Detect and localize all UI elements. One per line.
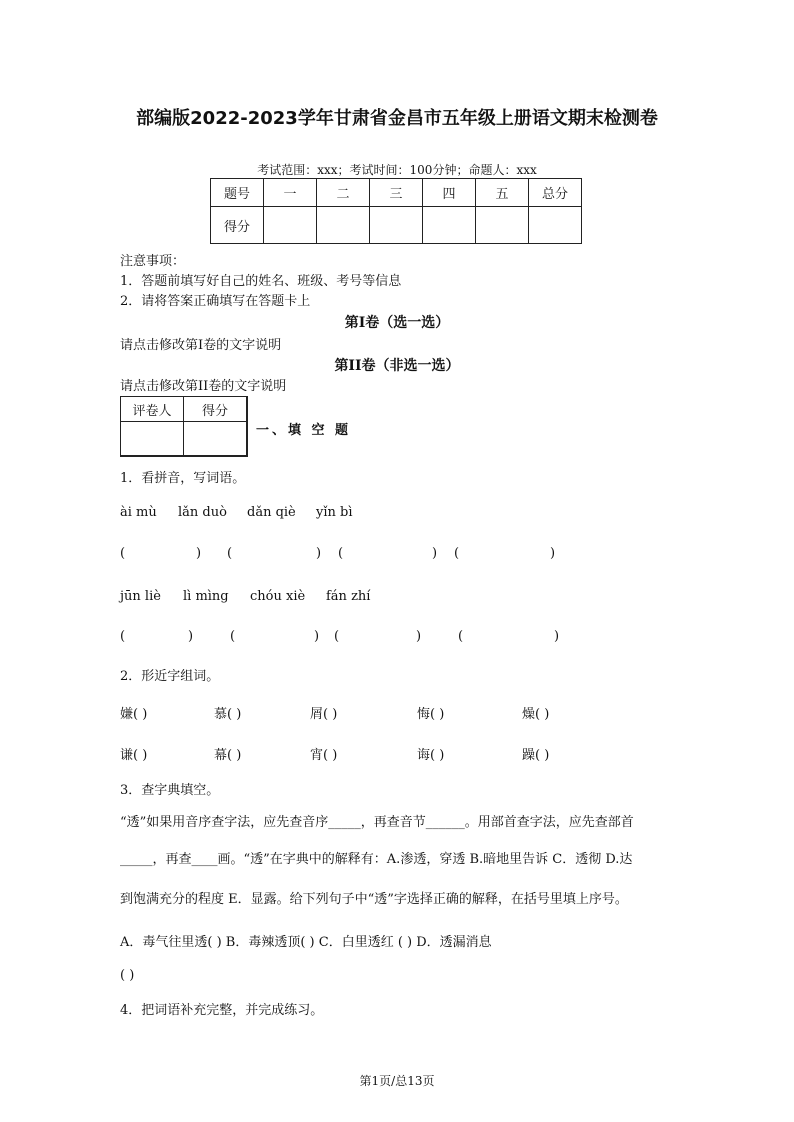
answer-blank: ) <box>554 629 560 644</box>
char-pair[interactable]: 嫌( ) <box>120 707 148 722</box>
answer-blank: ) <box>188 629 194 644</box>
score-header-cell: 题号 <box>211 179 264 207</box>
grader-header: 评卷人 <box>121 397 184 422</box>
grader-score-cell[interactable] <box>184 422 248 457</box>
char-pair[interactable]: 燥( ) <box>522 707 550 722</box>
pinyin: lì mìng <box>183 589 229 604</box>
score-cell[interactable] <box>476 207 529 244</box>
notes-heading: 注意事项： <box>120 254 186 269</box>
grader-score-header: 得分 <box>184 397 248 422</box>
part1-title: 第I卷（选一选） <box>344 315 450 331</box>
score-row-label: 得分 <box>211 207 264 244</box>
answer-blank[interactable]: ( <box>334 629 340 644</box>
score-header-cell: 二 <box>317 179 370 207</box>
answer-blank: ) <box>314 629 320 644</box>
answer-blank: ) <box>416 629 422 644</box>
page-footer: 第1页/总13页 <box>359 1074 435 1088</box>
char-pair[interactable]: 诲( ) <box>417 748 445 763</box>
part2-desc[interactable]: 请点击修改第II卷的文字说明 <box>120 379 287 394</box>
answer-blank[interactable]: ( <box>230 629 236 644</box>
score-table <box>210 178 582 244</box>
char-pair[interactable]: 悔( ) <box>417 707 445 722</box>
score-table-score-row <box>211 207 582 244</box>
pinyin: fán zhí <box>326 589 371 604</box>
score-header-cell: 五 <box>476 179 529 207</box>
answer-blank[interactable]: ( <box>454 546 460 561</box>
q3-line: 到饱满充分的程度 E．显露。给下列句子中“透”字选择正确的解释，在括号里填上序号。 <box>120 892 628 907</box>
q2-prompt: 2．形近字组词。 <box>120 669 220 684</box>
answer-blank: ) <box>316 546 322 561</box>
q3-prompt: 3．查字典填空。 <box>120 783 220 798</box>
score-cell[interactable] <box>264 207 317 244</box>
section1-title: 一、填 空 题 <box>256 423 352 438</box>
q1-prompt: 1．看拼音，写词语。 <box>120 471 246 486</box>
notes-item: 1．答题前填写好自己的姓名、班级、考号等信息 <box>120 274 402 289</box>
pinyin: chóu xiè <box>250 589 306 604</box>
char-pair[interactable]: 躁( ) <box>522 748 550 763</box>
score-header-cell: 三 <box>370 179 423 207</box>
score-header-cell: 总分 <box>529 179 582 207</box>
answer-blank[interactable]: ( <box>120 629 126 644</box>
q4-prompt: 4．把词语补充完整，并完成练习。 <box>120 1003 324 1018</box>
char-pair[interactable]: 宵( ) <box>310 748 338 763</box>
notes-item: 2．请将答案正确填写在答题卡上 <box>120 294 311 309</box>
char-pair[interactable]: 谦( ) <box>120 748 148 763</box>
pinyin: dǎn qiè <box>247 505 296 520</box>
answer-blank[interactable]: ( <box>338 546 344 561</box>
char-pair[interactable]: 屑( ) <box>310 707 338 722</box>
score-cell[interactable] <box>423 207 476 244</box>
part2-title: 第II卷（非选一选） <box>334 358 460 374</box>
answer-blank: ) <box>432 546 438 561</box>
answer-blank[interactable]: ( <box>120 546 126 561</box>
grader-cell[interactable] <box>121 422 184 457</box>
pinyin: ài mù <box>120 505 157 520</box>
pinyin: yǐn bì <box>316 505 353 520</box>
score-table-header-row <box>211 179 582 207</box>
score-cell[interactable] <box>317 207 370 244</box>
pinyin: jūn liè <box>120 589 161 604</box>
answer-blank: ) <box>196 546 202 561</box>
pinyin: lǎn duò <box>178 505 227 520</box>
answer-blank: ) <box>550 546 556 561</box>
exam-meta: 考试范围：xxx；考试时间：100分钟；命题人：xxx <box>257 163 537 177</box>
score-header-cell: 一 <box>264 179 317 207</box>
document-title: 部编版2022-2023学年甘肃省金昌市五年级上册语文期末检测卷 <box>136 108 658 129</box>
q3-line: A．毒气往里透( ) B．毒辣透顶( ) C．白里透红 ( ) D．透漏消息 <box>120 935 492 950</box>
score-cell[interactable] <box>529 207 582 244</box>
part1-desc[interactable]: 请点击修改第I卷的文字说明 <box>120 338 282 353</box>
score-header-cell: 四 <box>423 179 476 207</box>
answer-blank[interactable]: ( <box>458 629 464 644</box>
q3-line: ( ) <box>120 968 135 983</box>
answer-blank[interactable]: ( <box>227 546 233 561</box>
q3-line: “透”如果用音序查字法，应先查音序_____，再查音节______。用部首查字法，应先查部首 <box>120 815 634 830</box>
char-pair[interactable]: 幕( ) <box>214 748 242 763</box>
char-pair[interactable]: 慕( ) <box>214 707 242 722</box>
grader-table <box>120 396 248 457</box>
score-cell[interactable] <box>370 207 423 244</box>
q3-line: _____，再查____画。“透”在字典中的解释有：A.渗透，穿透 B.暗地里告诉 C．透彻 D.达 <box>120 852 633 867</box>
